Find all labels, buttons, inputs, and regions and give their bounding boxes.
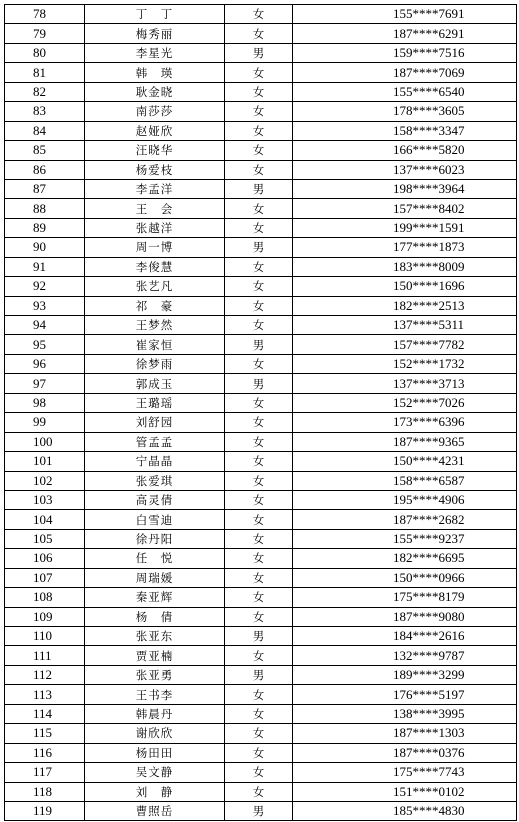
person-name: 宁晶晶 bbox=[85, 452, 225, 471]
row-number: 87 bbox=[5, 179, 85, 198]
person-name: 韩晨丹 bbox=[85, 704, 225, 723]
gender-cell: 女 bbox=[225, 452, 293, 471]
table-row bbox=[5, 763, 517, 782]
gender-cell: 男 bbox=[225, 238, 293, 257]
row-number: 113 bbox=[5, 685, 85, 704]
person-name: 吴文静 bbox=[85, 763, 225, 782]
row-number: 95 bbox=[5, 335, 85, 354]
table-row bbox=[5, 277, 517, 296]
row-number: 103 bbox=[5, 490, 85, 509]
phone-number: 150****1696 bbox=[293, 277, 517, 296]
person-name: 耿金晓 bbox=[85, 82, 225, 101]
phone-number: 187****2682 bbox=[293, 510, 517, 529]
table-row bbox=[5, 549, 517, 568]
person-name: 杨田田 bbox=[85, 743, 225, 762]
row-number: 84 bbox=[5, 121, 85, 140]
gender-cell: 女 bbox=[225, 510, 293, 529]
row-number: 91 bbox=[5, 257, 85, 276]
table-row bbox=[5, 627, 517, 646]
gender-cell: 女 bbox=[225, 646, 293, 665]
gender-cell: 女 bbox=[225, 490, 293, 509]
phone-number: 152****1732 bbox=[293, 354, 517, 373]
row-number: 98 bbox=[5, 393, 85, 412]
table-row bbox=[5, 160, 517, 179]
gender-cell: 女 bbox=[225, 218, 293, 237]
row-number: 93 bbox=[5, 296, 85, 315]
person-name: 曹照岳 bbox=[85, 801, 225, 820]
table-row bbox=[5, 316, 517, 335]
gender-cell: 女 bbox=[225, 354, 293, 373]
person-name: 王璐瑶 bbox=[85, 393, 225, 412]
phone-number: 199****1591 bbox=[293, 218, 517, 237]
person-name: 徐梦雨 bbox=[85, 354, 225, 373]
table-row bbox=[5, 646, 517, 665]
phone-number: 187****7069 bbox=[293, 63, 517, 82]
phone-number: 157****7782 bbox=[293, 335, 517, 354]
table-row bbox=[5, 743, 517, 762]
phone-number: 182****6695 bbox=[293, 549, 517, 568]
person-name: 韩 瑛 bbox=[85, 63, 225, 82]
table-row bbox=[5, 121, 517, 140]
phone-number: 178****3605 bbox=[293, 102, 517, 121]
table-row bbox=[5, 607, 517, 626]
row-number: 118 bbox=[5, 782, 85, 801]
person-name: 王 会 bbox=[85, 199, 225, 218]
row-number: 90 bbox=[5, 238, 85, 257]
row-number: 108 bbox=[5, 588, 85, 607]
person-name: 南莎莎 bbox=[85, 102, 225, 121]
person-name: 李孟洋 bbox=[85, 179, 225, 198]
row-number: 106 bbox=[5, 549, 85, 568]
gender-cell: 女 bbox=[225, 24, 293, 43]
roster-table bbox=[4, 4, 517, 821]
row-number: 82 bbox=[5, 82, 85, 101]
row-number: 96 bbox=[5, 354, 85, 373]
phone-number: 189****3299 bbox=[293, 665, 517, 684]
phone-number: 155****9237 bbox=[293, 529, 517, 548]
table-row bbox=[5, 665, 517, 684]
person-name: 李俊慧 bbox=[85, 257, 225, 276]
gender-cell: 男 bbox=[225, 801, 293, 820]
phone-number: 155****7691 bbox=[293, 5, 517, 24]
row-number: 115 bbox=[5, 724, 85, 743]
phone-number: 158****3347 bbox=[293, 121, 517, 140]
table-row bbox=[5, 801, 517, 820]
gender-cell: 女 bbox=[225, 763, 293, 782]
table-row bbox=[5, 218, 517, 237]
row-number: 110 bbox=[5, 627, 85, 646]
gender-cell: 女 bbox=[225, 296, 293, 315]
phone-number: 173****6396 bbox=[293, 413, 517, 432]
row-number: 89 bbox=[5, 218, 85, 237]
phone-number: 159****7516 bbox=[293, 43, 517, 62]
gender-cell: 女 bbox=[225, 471, 293, 490]
row-number: 112 bbox=[5, 665, 85, 684]
table-row bbox=[5, 724, 517, 743]
table-row bbox=[5, 393, 517, 412]
phone-number: 137****3713 bbox=[293, 374, 517, 393]
row-number: 86 bbox=[5, 160, 85, 179]
row-number: 80 bbox=[5, 43, 85, 62]
phone-number: 183****8009 bbox=[293, 257, 517, 276]
phone-number: 187****1303 bbox=[293, 724, 517, 743]
row-number: 102 bbox=[5, 471, 85, 490]
person-name: 张亚勇 bbox=[85, 665, 225, 684]
gender-cell: 女 bbox=[225, 121, 293, 140]
row-number: 104 bbox=[5, 510, 85, 529]
gender-cell: 女 bbox=[225, 568, 293, 587]
gender-cell: 女 bbox=[225, 704, 293, 723]
person-name: 周一博 bbox=[85, 238, 225, 257]
table-row bbox=[5, 471, 517, 490]
table-row bbox=[5, 63, 517, 82]
table-row bbox=[5, 354, 517, 373]
table-row bbox=[5, 568, 517, 587]
gender-cell: 男 bbox=[225, 179, 293, 198]
person-name: 刘 静 bbox=[85, 782, 225, 801]
phone-number: 195****4906 bbox=[293, 490, 517, 509]
gender-cell: 女 bbox=[225, 102, 293, 121]
table-row bbox=[5, 238, 517, 257]
person-name: 梅秀丽 bbox=[85, 24, 225, 43]
gender-cell: 女 bbox=[225, 782, 293, 801]
phone-number: 158****6587 bbox=[293, 471, 517, 490]
person-name: 秦亚辉 bbox=[85, 588, 225, 607]
row-number: 79 bbox=[5, 24, 85, 43]
phone-number: 198****3964 bbox=[293, 179, 517, 198]
gender-cell: 女 bbox=[225, 743, 293, 762]
person-name: 白雪迪 bbox=[85, 510, 225, 529]
person-name: 祁 豪 bbox=[85, 296, 225, 315]
table-row bbox=[5, 490, 517, 509]
table-row bbox=[5, 413, 517, 432]
person-name: 刘舒园 bbox=[85, 413, 225, 432]
row-number: 99 bbox=[5, 413, 85, 432]
table-row bbox=[5, 782, 517, 801]
row-number: 114 bbox=[5, 704, 85, 723]
table-row bbox=[5, 685, 517, 704]
table-row bbox=[5, 5, 517, 24]
person-name: 高灵倩 bbox=[85, 490, 225, 509]
phone-number: 137****5311 bbox=[293, 316, 517, 335]
row-number: 92 bbox=[5, 277, 85, 296]
gender-cell: 女 bbox=[225, 277, 293, 296]
phone-number: 150****0966 bbox=[293, 568, 517, 587]
phone-number: 176****5197 bbox=[293, 685, 517, 704]
person-name: 谢欣欣 bbox=[85, 724, 225, 743]
person-name: 郭成玉 bbox=[85, 374, 225, 393]
person-name: 王书李 bbox=[85, 685, 225, 704]
row-number: 83 bbox=[5, 102, 85, 121]
table-row bbox=[5, 82, 517, 101]
person-name: 杨 倩 bbox=[85, 607, 225, 626]
row-number: 85 bbox=[5, 141, 85, 160]
person-name: 李星光 bbox=[85, 43, 225, 62]
gender-cell: 男 bbox=[225, 335, 293, 354]
phone-number: 137****6023 bbox=[293, 160, 517, 179]
gender-cell: 女 bbox=[225, 588, 293, 607]
table-row bbox=[5, 141, 517, 160]
phone-number: 138****3995 bbox=[293, 704, 517, 723]
phone-number: 177****1873 bbox=[293, 238, 517, 257]
phone-number: 185****4830 bbox=[293, 801, 517, 820]
gender-cell: 女 bbox=[225, 413, 293, 432]
row-number: 81 bbox=[5, 63, 85, 82]
table-row bbox=[5, 102, 517, 121]
table-row bbox=[5, 529, 517, 548]
table-row bbox=[5, 588, 517, 607]
gender-cell: 女 bbox=[225, 607, 293, 626]
phone-number: 182****2513 bbox=[293, 296, 517, 315]
gender-cell: 女 bbox=[225, 432, 293, 451]
table-row bbox=[5, 704, 517, 723]
phone-number: 187****6291 bbox=[293, 24, 517, 43]
person-name: 管孟孟 bbox=[85, 432, 225, 451]
table-row bbox=[5, 179, 517, 198]
gender-cell: 女 bbox=[225, 549, 293, 568]
gender-cell: 女 bbox=[225, 199, 293, 218]
gender-cell: 女 bbox=[225, 393, 293, 412]
row-number: 94 bbox=[5, 316, 85, 335]
row-number: 116 bbox=[5, 743, 85, 762]
gender-cell: 女 bbox=[225, 724, 293, 743]
phone-number: 187****9365 bbox=[293, 432, 517, 451]
row-number: 117 bbox=[5, 763, 85, 782]
row-number: 119 bbox=[5, 801, 85, 820]
gender-cell: 男 bbox=[225, 374, 293, 393]
phone-number: 155****6540 bbox=[293, 82, 517, 101]
phone-number: 132****9787 bbox=[293, 646, 517, 665]
gender-cell: 男 bbox=[225, 43, 293, 62]
person-name: 周瑞媛 bbox=[85, 568, 225, 587]
phone-number: 175****7743 bbox=[293, 763, 517, 782]
phone-number: 187****9080 bbox=[293, 607, 517, 626]
gender-cell: 女 bbox=[225, 141, 293, 160]
roster-body bbox=[5, 5, 517, 821]
table-row bbox=[5, 296, 517, 315]
table-row bbox=[5, 199, 517, 218]
person-name: 张爱琪 bbox=[85, 471, 225, 490]
person-name: 丁 丁 bbox=[85, 5, 225, 24]
phone-number: 152****7026 bbox=[293, 393, 517, 412]
phone-number: 166****5820 bbox=[293, 141, 517, 160]
person-name: 张越洋 bbox=[85, 218, 225, 237]
gender-cell: 女 bbox=[225, 63, 293, 82]
row-number: 88 bbox=[5, 199, 85, 218]
person-name: 张艺凡 bbox=[85, 277, 225, 296]
table-row bbox=[5, 374, 517, 393]
person-name: 汪晓华 bbox=[85, 141, 225, 160]
phone-number: 150****4231 bbox=[293, 452, 517, 471]
person-name: 徐丹阳 bbox=[85, 529, 225, 548]
phone-number: 184****2616 bbox=[293, 627, 517, 646]
row-number: 97 bbox=[5, 374, 85, 393]
gender-cell: 女 bbox=[225, 5, 293, 24]
person-name: 杨爱枝 bbox=[85, 160, 225, 179]
phone-number: 157****8402 bbox=[293, 199, 517, 218]
gender-cell: 女 bbox=[225, 82, 293, 101]
person-name: 任 悦 bbox=[85, 549, 225, 568]
phone-number: 187****0376 bbox=[293, 743, 517, 762]
phone-number: 151****0102 bbox=[293, 782, 517, 801]
table-row bbox=[5, 432, 517, 451]
person-name: 王梦然 bbox=[85, 316, 225, 335]
row-number: 105 bbox=[5, 529, 85, 548]
person-name: 张亚东 bbox=[85, 627, 225, 646]
person-name: 赵娅欣 bbox=[85, 121, 225, 140]
row-number: 101 bbox=[5, 452, 85, 471]
gender-cell: 女 bbox=[225, 529, 293, 548]
table-row bbox=[5, 452, 517, 471]
table-row bbox=[5, 335, 517, 354]
table-row bbox=[5, 257, 517, 276]
gender-cell: 女 bbox=[225, 160, 293, 179]
row-number: 109 bbox=[5, 607, 85, 626]
row-number: 78 bbox=[5, 5, 85, 24]
row-number: 107 bbox=[5, 568, 85, 587]
table-row bbox=[5, 24, 517, 43]
row-number: 100 bbox=[5, 432, 85, 451]
person-name: 崔家恒 bbox=[85, 335, 225, 354]
gender-cell: 女 bbox=[225, 257, 293, 276]
person-name: 贾亚楠 bbox=[85, 646, 225, 665]
gender-cell: 男 bbox=[225, 665, 293, 684]
table-row bbox=[5, 43, 517, 62]
phone-number: 175****8179 bbox=[293, 588, 517, 607]
gender-cell: 女 bbox=[225, 685, 293, 704]
row-number: 111 bbox=[5, 646, 85, 665]
gender-cell: 男 bbox=[225, 627, 293, 646]
gender-cell: 女 bbox=[225, 316, 293, 335]
table-row bbox=[5, 510, 517, 529]
